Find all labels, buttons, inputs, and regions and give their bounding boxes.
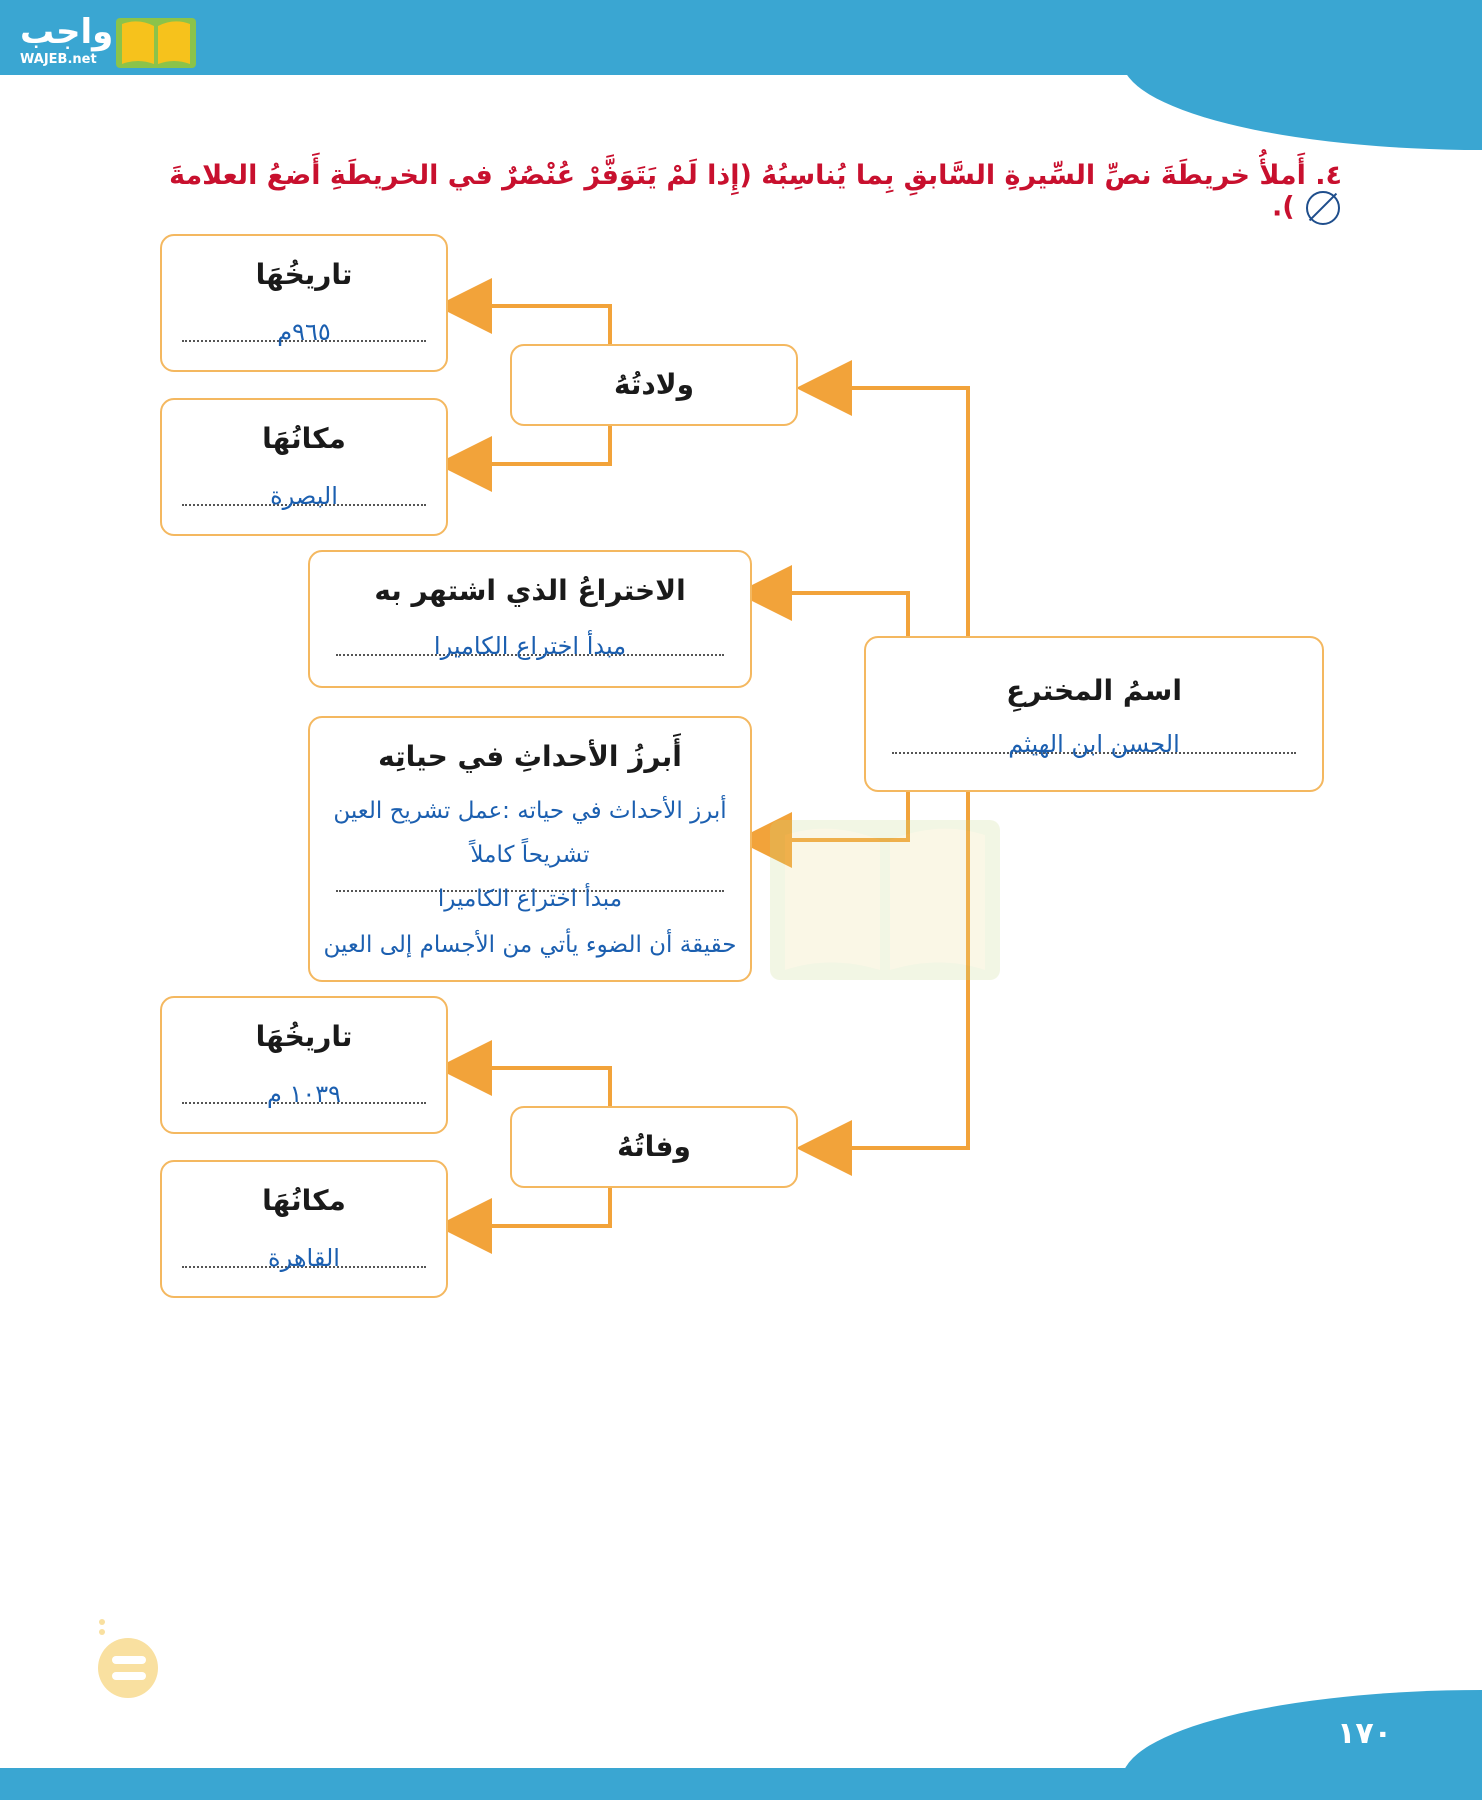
birth-place-box: [160, 398, 448, 536]
birth-to-date: [452, 306, 610, 344]
inventor-box: [864, 636, 1324, 792]
question-end: ).: [1271, 191, 1295, 223]
invention-answer[interactable]: مبدأ اختراع الكاميرا: [433, 632, 627, 660]
trunk-to-birth: [812, 388, 968, 636]
inventor-title: اسمُ المخترعِ: [1006, 674, 1182, 707]
birth-date-answer[interactable]: ٩٦٥م: [277, 318, 331, 346]
events-title: أَبرزُ الأحداثِ في حياتِه: [378, 740, 682, 773]
logo-subtitle: WAJEB.net: [20, 52, 97, 67]
death-place-title: مكانُهَا: [262, 1184, 346, 1217]
logo-text: واجب: [20, 12, 114, 52]
corner-logo-icon: [88, 1612, 168, 1702]
birth-title: ولادتُهُ: [613, 368, 695, 401]
birth-to-place: [452, 426, 610, 464]
death-place-answer[interactable]: القاهرة: [268, 1244, 340, 1272]
death-date-title: تاريخُهَا: [255, 1020, 353, 1053]
inventor-answer[interactable]: الحسن ابن الهيثم: [1008, 730, 1180, 758]
birth-date-title: تاريخُهَا: [255, 258, 353, 291]
events-line-3[interactable]: مبدأ اختراع الكاميرا: [437, 886, 623, 912]
birth-box: [510, 344, 798, 426]
events-box: [308, 716, 752, 982]
events-line-1[interactable]: أبرز الأحداث في حياته :عمل تشريح العين: [333, 798, 727, 824]
page-number: ١٧٠: [1337, 1716, 1392, 1751]
death-box: [510, 1106, 798, 1188]
footer-bar: [0, 1768, 1482, 1800]
events-line-4[interactable]: حقيقة أن الضوء يأتي من الأجسام إلى العين: [323, 932, 737, 958]
question-main: ٤. أَملأُ خريطَةَ نصِّ السِّيرةِ السَّابقِ بِما يُناسِبُهُ (إِذا لَمْ يَتَوَفَّرْ عُنْصُرٌ في الخريطَةِ أَضعُ العلامةَ: [169, 160, 1342, 191]
events-line-2[interactable]: تشريحاً كاملاً: [470, 842, 590, 868]
death-place-box: [160, 1160, 448, 1298]
death-title: وفاتُهُ: [617, 1130, 691, 1163]
death-to-date: [452, 1068, 610, 1106]
death-date-answer[interactable]: ١٠٣٩ م: [266, 1080, 342, 1108]
invention-title: الاختراعُ الذي اشتهر به: [374, 574, 686, 607]
invention-box: [308, 550, 752, 688]
birth-place-answer[interactable]: البصرة: [270, 482, 338, 510]
death-to-place: [452, 1188, 610, 1226]
birth-place-title: مكانُهَا: [262, 422, 346, 455]
death-date-box: [160, 996, 448, 1134]
trunk-to-invention: [752, 593, 908, 636]
birth-date-box: [160, 234, 448, 372]
